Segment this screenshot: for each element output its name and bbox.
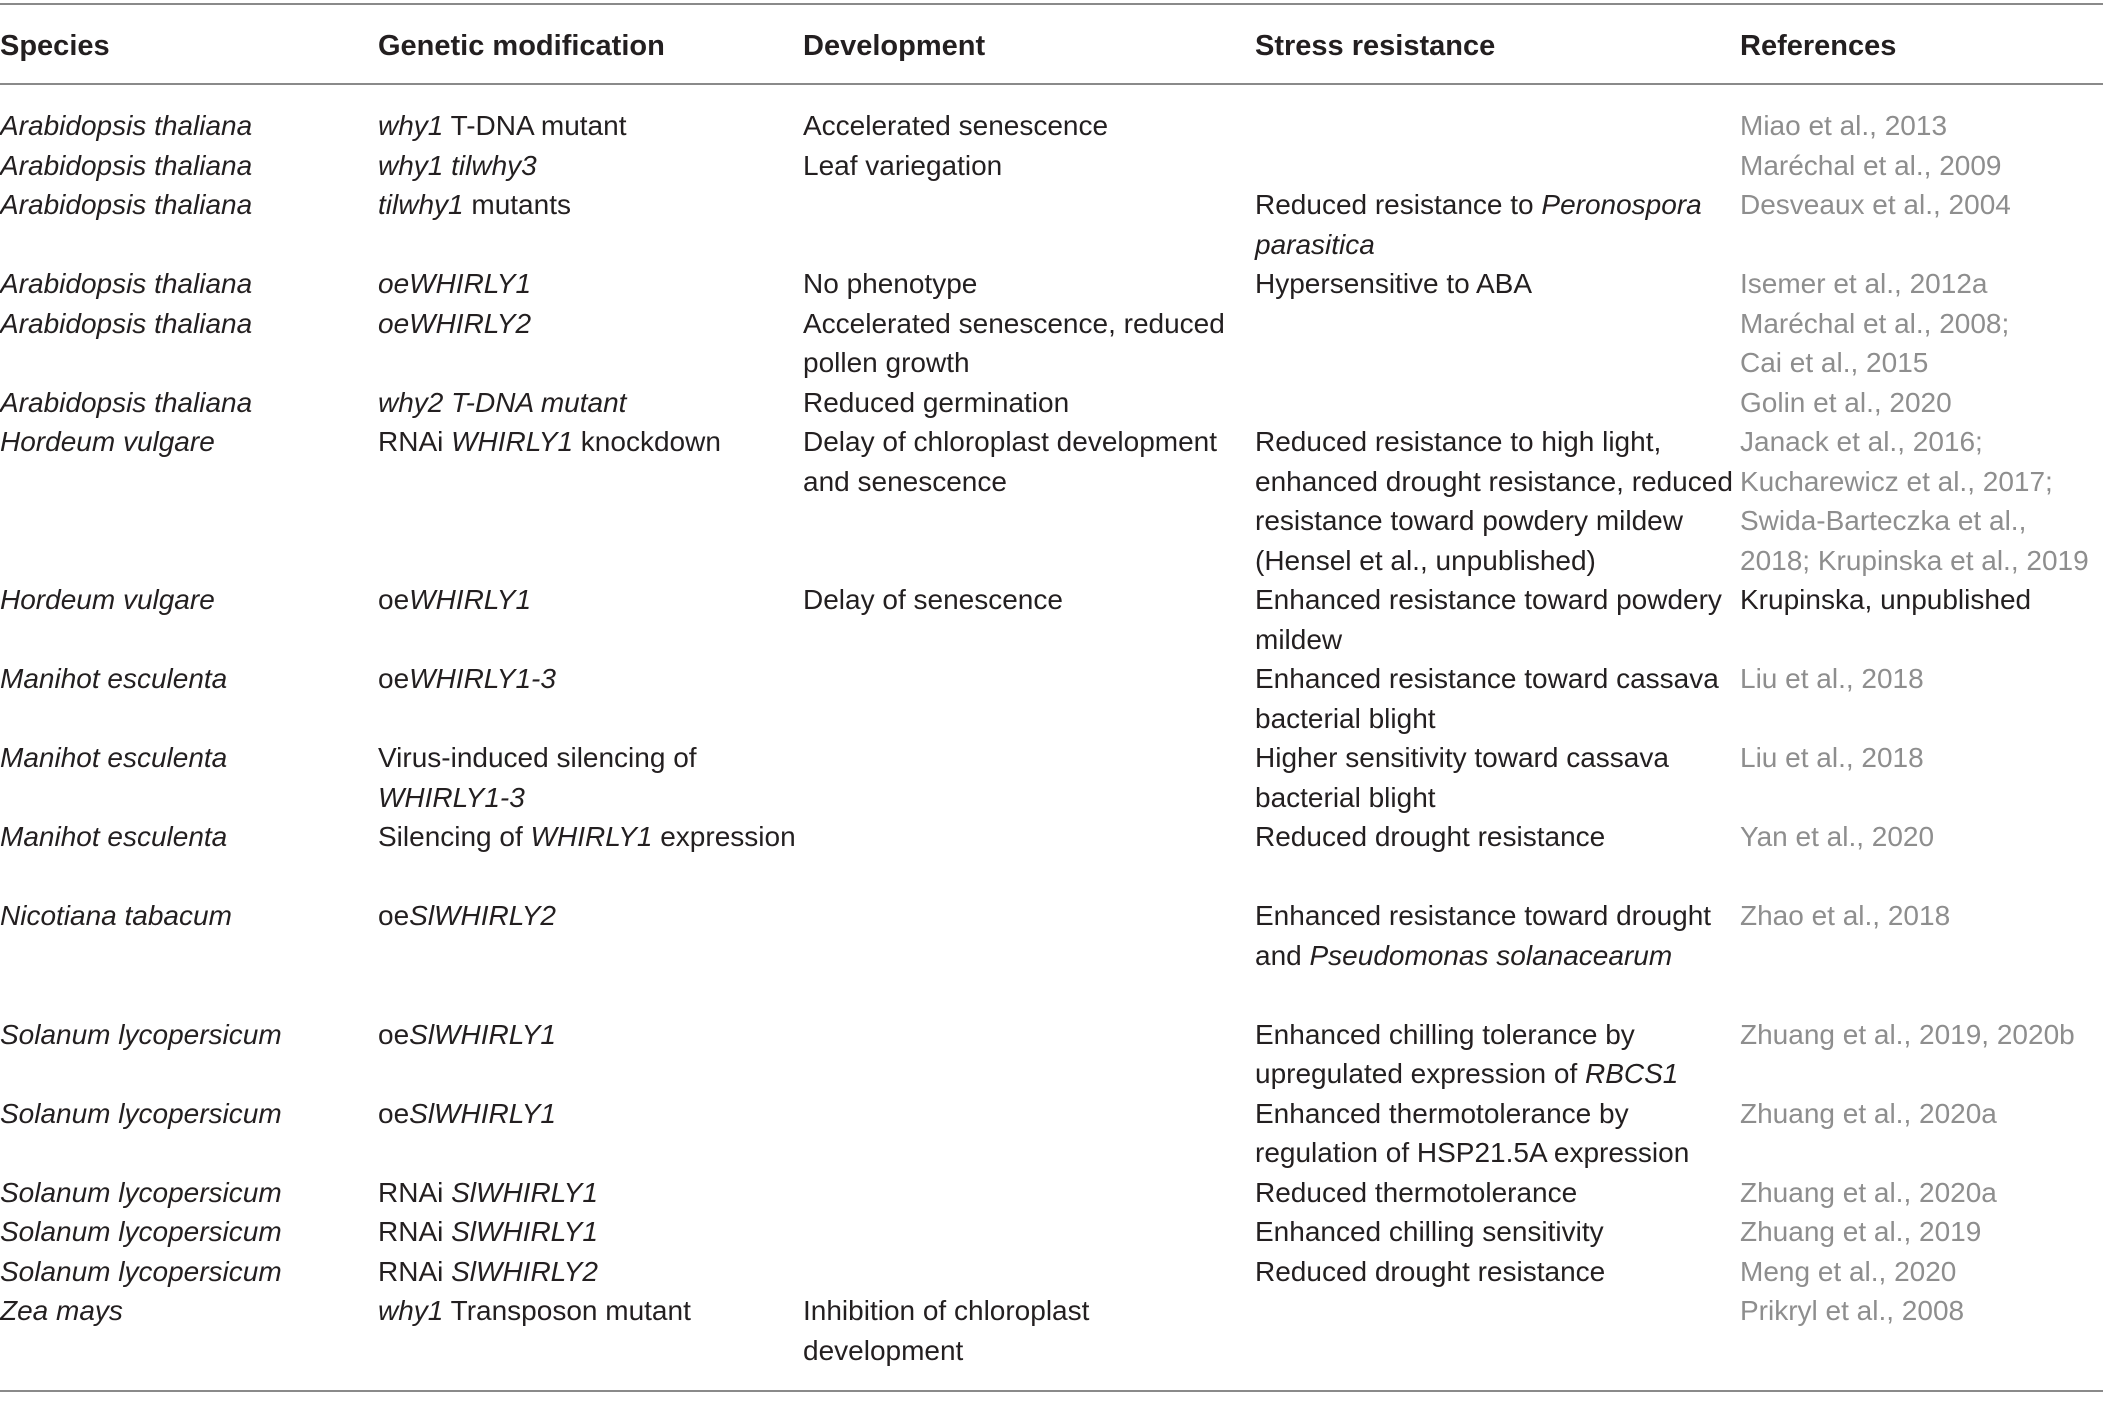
table-row	[0, 1094, 2103, 1173]
species-cell: Solanum lycopersicum	[0, 1176, 282, 1208]
development-cell: Accelerated senescence, reduced pollen growth	[803, 307, 1225, 378]
development-cell: Reduced germination	[803, 386, 1070, 418]
stress-text: Enhanced resistance toward drought and	[1255, 900, 1712, 971]
stress-cell: Reduced resistance to high light, enhanced drought resistance, reduced resistance toward powdery mildew (Hensel et al., unpublished)	[1255, 426, 1733, 576]
species-cell: Manihot esculenta	[0, 663, 228, 694]
table-row	[0, 185, 2103, 264]
reference-link[interactable]: Kucharewicz et al., 2017;	[1740, 465, 2053, 497]
modification-text: expression	[652, 821, 796, 852]
stress-cell: Enhanced thermotolerance by regulation of HSP21.5A expression	[1255, 1097, 1690, 1168]
modification-cell	[378, 1252, 798, 1292]
reference-link[interactable]: Prikryl et al., 2008	[1740, 1295, 1965, 1326]
table-row	[0, 1291, 2103, 1370]
pathogen-name: Pseudomonas solanacearum	[1309, 939, 1673, 971]
table-bottom-rule	[0, 1390, 2103, 1392]
modification-cell	[378, 106, 798, 146]
reference-link[interactable]: Zhao et al., 2018	[1740, 900, 1951, 931]
table-row	[0, 580, 2103, 659]
header-modification: Genetic modification	[378, 30, 665, 62]
gene-name: SlWHIRLY1	[451, 1176, 598, 1208]
reference-link[interactable]: Golin et al., 2020	[1740, 386, 1952, 418]
development-cell: No phenotype	[803, 268, 978, 299]
stress-cell	[1255, 185, 1735, 264]
header-references: References	[1740, 30, 1897, 62]
table-row	[0, 1212, 2103, 1252]
species-cell: Nicotiana tabacum	[0, 900, 232, 931]
development-cell: Accelerated senescence	[803, 110, 1109, 141]
modification-text: RNAi	[378, 1255, 452, 1287]
species-cell: Arabidopsis thaliana	[0, 189, 253, 220]
modification-text: Silencing of	[378, 821, 531, 852]
development-cell: Delay of chloroplast development and senescence	[803, 426, 1218, 497]
modification-cell	[378, 580, 798, 620]
table-row	[0, 383, 2103, 423]
gene-name: WHIRLY1	[530, 821, 653, 852]
table-body	[0, 106, 2103, 1370]
table-row	[0, 659, 2103, 738]
header-development: Development	[803, 30, 986, 62]
stress-cell	[1255, 896, 1735, 975]
reference-link[interactable]: Miao et al., 2013	[1740, 110, 1948, 141]
table-row	[0, 106, 2103, 146]
gene-name: SlWHIRLY1	[409, 1097, 556, 1129]
stress-cell: Reduced drought resistance	[1255, 1255, 1606, 1287]
gene-name: why1	[378, 1295, 444, 1326]
modification-cell	[378, 1094, 798, 1134]
modification-text: Virus-induced silencing of	[378, 742, 697, 773]
reference-link[interactable]: Swida-Barteczka et al., 2018; Krupinska et al., 2019	[1740, 505, 2089, 576]
gene-name: SlWHIRLY1	[409, 1018, 556, 1050]
reference-link[interactable]: Maréchal et al., 2009	[1740, 149, 2002, 181]
reference-cell	[1740, 422, 2103, 580]
reference-text: Krupinska, unpublished	[1740, 584, 2032, 615]
header-species: Species	[0, 30, 110, 62]
modification-cell	[378, 1291, 798, 1331]
gene-name: why1	[378, 110, 444, 141]
modification-cell	[378, 659, 798, 699]
reference-link[interactable]: Liu et al., 2018	[1740, 663, 1924, 694]
reference-link[interactable]: Meng et al., 2020	[1740, 1255, 1957, 1287]
modification-text: oe	[378, 900, 410, 931]
table-row	[0, 422, 2103, 580]
modification-text: oe	[378, 584, 410, 615]
table-row	[0, 146, 2103, 186]
stress-cell: Enhanced chilling sensitivity	[1255, 1216, 1604, 1247]
modification-text: Transposon mutant	[443, 1295, 691, 1326]
stress-cell: Enhanced resistance toward cassava bacterial blight	[1255, 663, 1719, 734]
species-cell: Hordeum vulgare	[0, 584, 215, 615]
header-stress: Stress resistance	[1255, 30, 1496, 62]
modification-text: oe	[378, 1097, 410, 1129]
reference-cell	[1740, 304, 2103, 383]
modification-cell	[378, 1173, 798, 1213]
modification-text: knockdown	[573, 426, 721, 457]
modification-text: RNAi	[378, 1176, 452, 1208]
species-cell: Manihot esculenta	[0, 742, 228, 773]
reference-link[interactable]: Zhuang et al., 2020a	[1740, 1176, 1997, 1208]
stress-cell	[1255, 1015, 1735, 1094]
gene-name: WHIRLY1	[451, 426, 574, 457]
modification-text: T-DNA mutant	[443, 110, 627, 141]
gene-name: WHIRLY1-3	[409, 663, 556, 694]
reference-link[interactable]: Liu et al., 2018	[1740, 742, 1924, 773]
modification-cell: why1 tilwhy3	[378, 149, 537, 181]
development-cell: Leaf variegation	[803, 149, 1003, 181]
modification-cell: oeWHIRLY1	[378, 268, 532, 299]
reference-link[interactable]: Yan et al., 2020	[1740, 821, 1935, 852]
reference-link[interactable]: Desveaux et al., 2004	[1740, 189, 2011, 220]
modification-cell: oeWHIRLY2	[378, 307, 532, 339]
gene-name: SlWHIRLY1	[451, 1216, 598, 1247]
table-row	[0, 264, 2103, 304]
stress-cell: Reduced drought resistance	[1255, 821, 1606, 852]
modification-text: oe	[378, 663, 410, 694]
table-row	[0, 1015, 2103, 1094]
reference-link[interactable]: Zhuang et al., 2019, 2020b	[1740, 1018, 2075, 1050]
reference-link[interactable]: Maréchal et al., 2008;	[1740, 307, 2010, 339]
reference-link[interactable]: Zhuang et al., 2020a	[1740, 1097, 1997, 1129]
species-cell: Arabidopsis thaliana	[0, 149, 253, 181]
table-top-rule	[0, 3, 2103, 5]
species-cell: Manihot esculenta	[0, 821, 228, 852]
header-rule	[0, 83, 2103, 85]
species-cell: Arabidopsis thaliana	[0, 307, 253, 339]
modification-cell	[378, 185, 798, 225]
table-row	[0, 817, 2103, 896]
development-cell: Inhibition of chloroplast development	[803, 1295, 1090, 1366]
modification-cell	[378, 738, 798, 817]
modification-text: oe	[378, 1018, 410, 1050]
modification-text: RNAi	[378, 426, 452, 457]
gene-name: SlWHIRLY2	[451, 1255, 598, 1287]
species-cell: Solanum lycopersicum	[0, 1216, 282, 1247]
stress-text: Enhanced chilling tolerance by upregulated expression of	[1255, 1018, 1635, 1089]
gene-name: RBCS1	[1585, 1058, 1679, 1089]
modification-text: mutants	[463, 189, 571, 220]
table-row	[0, 738, 2103, 817]
table-row	[0, 1173, 2103, 1213]
table-row	[0, 1252, 2103, 1292]
stress-cell: Hypersensitive to ABA	[1255, 268, 1533, 299]
pathogen-name: Peronospora parasitica	[1255, 189, 1702, 260]
reference-link[interactable]: Janack et al., 2016;	[1740, 426, 1983, 457]
species-cell: Hordeum vulgare	[0, 426, 215, 457]
table-row	[0, 896, 2103, 1015]
species-cell: Solanum lycopersicum	[0, 1255, 282, 1287]
reference-link[interactable]: Cai et al., 2015	[1740, 347, 1929, 378]
stress-text: Reduced resistance to	[1255, 189, 1542, 220]
stress-cell: Enhanced resistance toward powdery mildew	[1255, 584, 1722, 655]
stress-cell: Reduced thermotolerance	[1255, 1176, 1578, 1208]
development-cell: Delay of senescence	[803, 584, 1063, 615]
reference-link[interactable]: Isemer et al., 2012a	[1740, 268, 1988, 299]
gene-name: WHIRLY1	[409, 584, 532, 615]
species-cell: Zea mays	[0, 1295, 123, 1326]
modification-cell	[378, 1212, 798, 1252]
table-row	[0, 304, 2103, 383]
modification-cell: why2 T-DNA mutant	[378, 386, 627, 418]
modification-cell	[378, 896, 798, 936]
modification-cell	[378, 1015, 798, 1055]
gene-name: WHIRLY1-3	[378, 781, 525, 813]
gene-name: SlWHIRLY2	[409, 900, 556, 931]
stress-cell: Higher sensitivity toward cassava bacterial blight	[1255, 742, 1669, 813]
species-cell: Arabidopsis thaliana	[0, 110, 253, 141]
species-cell: Arabidopsis thaliana	[0, 268, 253, 299]
modification-cell	[378, 817, 798, 857]
species-cell: Solanum lycopersicum	[0, 1018, 282, 1050]
species-cell: Arabidopsis thaliana	[0, 386, 253, 418]
species-cell: Solanum lycopersicum	[0, 1097, 282, 1129]
reference-link[interactable]: Zhuang et al., 2019	[1740, 1216, 1982, 1247]
modification-text: RNAi	[378, 1216, 452, 1247]
gene-name: tilwhy1	[378, 189, 464, 220]
modification-cell	[378, 422, 798, 462]
